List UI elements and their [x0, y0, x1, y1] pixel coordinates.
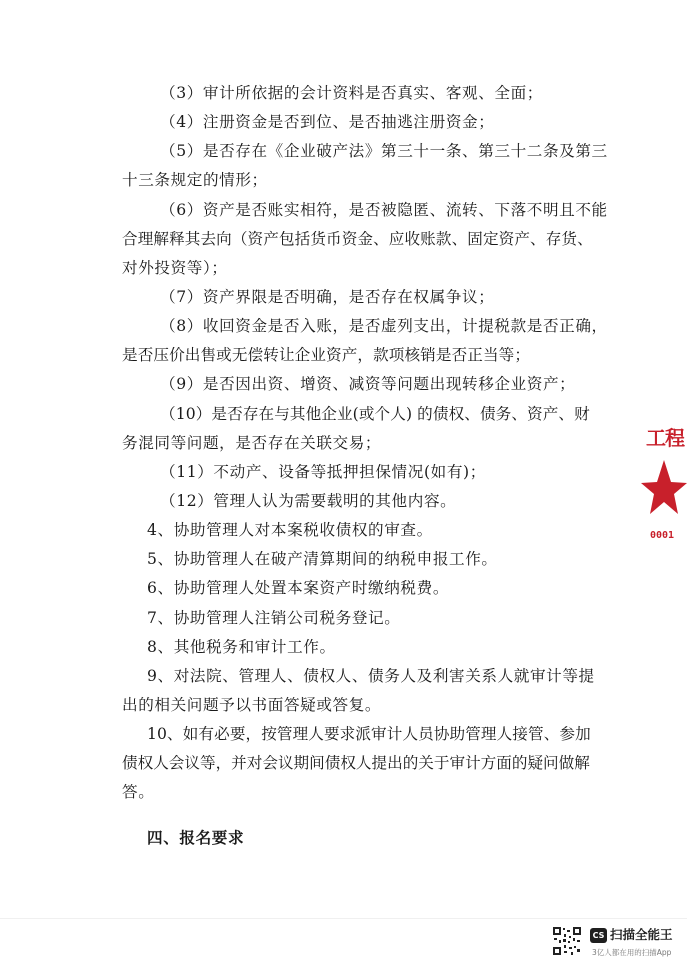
body-line: （8）收回资金是否入账，是否虚列支出，计提税款是否正确，	[160, 317, 608, 335]
body-line: 是否压价出售或无偿转让企业资产，款项核销是否正当等；	[122, 346, 531, 364]
body-line: 务混同等问题，是否存在关联交易；	[122, 434, 382, 452]
body-line: （9）是否因出资、增资、减资等问题出现转移企业资产；	[160, 375, 576, 393]
body-line: 答。	[122, 783, 155, 801]
body-line: 出的相关问题予以书面答疑或答复。	[122, 696, 382, 714]
watermark-subtitle: 3亿人都在用的扫描App	[592, 948, 672, 957]
body-line: 10、如有必要，按管理人要求派审计人员协助管理人接管、参加	[147, 725, 591, 743]
body-line: （5）是否存在《企业破产法》第三十一条、第三十二条及第三	[160, 142, 608, 160]
body-line: 6、协助管理人处置本案资产时缴纳税费。	[147, 579, 450, 597]
watermark-title: 扫描全能王	[610, 927, 673, 942]
body-line: 4、协助管理人对本案税收债权的审查。	[147, 521, 433, 539]
body-line: （12）管理人认为需要载明的其他内容。	[160, 492, 457, 510]
body-line: 对外投资等）；	[122, 259, 228, 277]
body-line: 9、对法院、管理人、债权人、债务人及利害关系人就审计等提	[147, 667, 595, 685]
body-line: 合理解释其去向（资产包括货币资金、应收账款、固定资产、存货、	[122, 230, 593, 248]
seal-top-text: 工程	[646, 426, 684, 450]
body-line: 债权人会议等，并对会议期间债权人提出的关于审计方面的疑问做解	[122, 754, 590, 772]
body-line: （6）资产是否账实相符，是否被隐匿、流转、下落不明且不能	[160, 201, 608, 219]
body-line: 8、其他税务和审计工作。	[147, 638, 336, 656]
seal-bottom-text: 0001	[650, 530, 675, 541]
camscanner-logo-icon: CS	[590, 928, 607, 943]
body-line: （7）资产界限是否明确，是否存在权属争议；	[160, 288, 495, 306]
footer-divider	[0, 918, 687, 919]
body-line: （10）是否存在与其他企业(或个人) 的债权、债务、资产、财	[160, 405, 590, 423]
body-line: 5、协助管理人在破产清算期间的纳税申报工作。	[147, 550, 498, 568]
seal-star-icon	[640, 456, 687, 526]
body-line: （11）不动产、设备等抵押担保情况(如有)；	[160, 463, 486, 481]
body-line: 7、协助管理人注销公司税务登记。	[147, 609, 401, 627]
body-line: （3）审计所依据的会计资料是否真实、客观、全面；	[160, 84, 543, 102]
body-line: （4）注册资金是否到位、是否抽逃注册资金；	[160, 113, 495, 131]
qr-code-icon	[552, 926, 582, 956]
company-seal	[640, 422, 687, 562]
body-line: 十三条规定的情形；	[122, 171, 268, 189]
scanner-watermark	[552, 922, 682, 962]
section-heading: 四、报名要求	[147, 828, 245, 847]
